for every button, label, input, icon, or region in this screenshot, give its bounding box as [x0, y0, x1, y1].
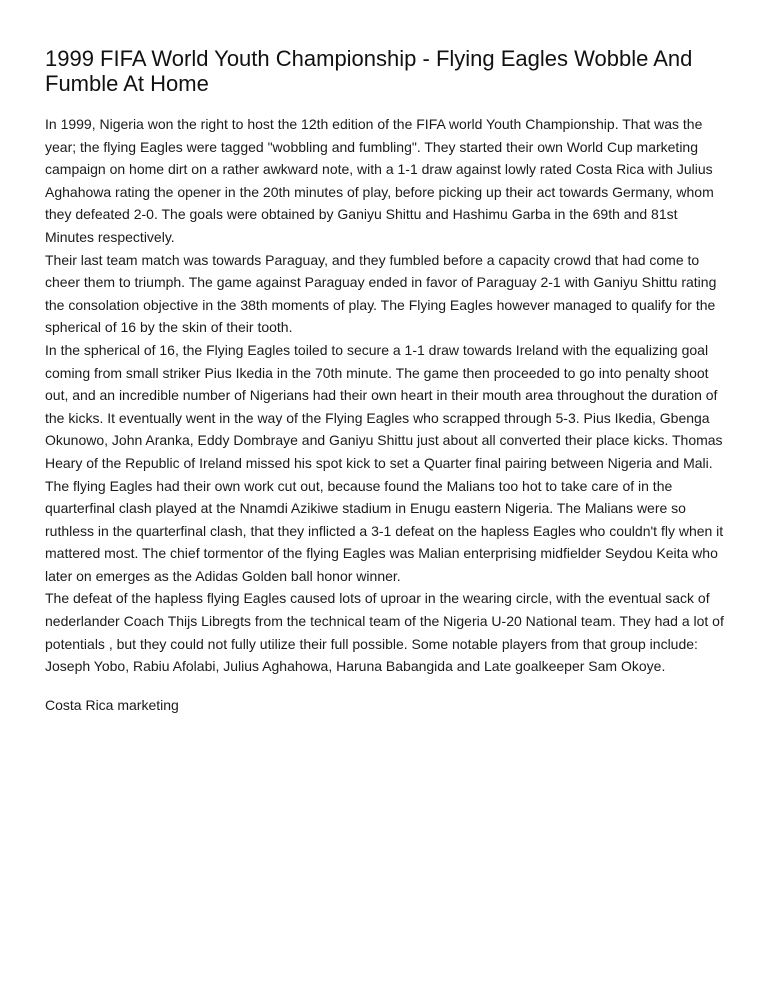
paragraph: In 1999, Nigeria won the right to host the 12th edition of the FIFA world Youth Championship. That was the year; the flying Eagles were tagged "wobbling and fumbling". They started their own World Cup marketing campaign on home dirt on a rather awkward note, with a 1-1 draw against lowly rated Costa Rica with Julius Aghahowa rating the opener in the 20th minutes of play, before picking up their act towards Germany, whom they defeated 2-0. The goals were obtained by Ganiyu Shittu and Hashimu Garba in the 69th and 81st Minutes respectively. — [45, 116, 714, 245]
document-page — [45, 46, 730, 716]
page-title: 1999 FIFA World Youth Championship - Flying Eagles Wobble And Fumble At Home — [45, 46, 693, 96]
footer-note: Costa Rica marketing — [45, 696, 179, 713]
paragraph: In the spherical of 16, the Flying Eagles toiled to secure a 1-1 draw towards Ireland with the equalizing goal coming from small striker Pius Ikedia in the 70th minute. The game then proceeded to go into penalty shoot out, and an incredible number of Nigerians had their own heart in their mouth area throughout the duration of the kicks. It eventually went in the way of the Flying Eagles who scrapped through 5-3. Pius Ikedia, Gbenga Okunowo, John Aranka, Eddy Dombraye and Ganiyu Shittu just about all converted their place kicks. Thomas Heary of the Republic of Ireland missed his spot kick to set a Quarter final pairing between Nigeria and Mali. — [45, 341, 723, 471]
paragraph: The defeat of the hapless flying Eagles caused lots of uproar in the wearing circle, with the eventual sack of nederlander Coach Thijs Libregts from the technical team of the Nigeria U-20 National team. They had a lot of potentials , but they could not fully utilize their full possible. Some notable players from that group include: Joseph Yobo, Rabiu Afolabi, Julius Aghahowa, Haruna Babangida and Late goalkeeper Sam Okoye. — [45, 590, 724, 675]
paragraph: Their last team match was towards Paraguay, and they fumbled before a capacity crowd that had come to cheer them to triumph. The game against Paraguay ended in favor of Paraguay 2-1 with Ganiyu Shittu rating the consolation objective in the 38th moments of play. The Flying Eagles however managed to qualify for the spherical of 16 by the skin of their tooth. — [45, 251, 717, 336]
article-body — [45, 113, 730, 678]
paragraph: The flying Eagles had their own work cut out, because found the Malians too hot to take care of in the quarterfinal clash played at the Nnamdi Azikiwe stadium in Enugu eastern Nigeria. The Malians were so ruthless in the quarterfinal clash, that they inflicted a 3-1 defeat on the hapless Eagles who couldn't fly when it mattered most. The chief tormentor of the flying Eagles was Malian enterprising midfielder Seydou Keita who later on emerges as the Adidas Golden ball honor winner. — [45, 477, 724, 584]
